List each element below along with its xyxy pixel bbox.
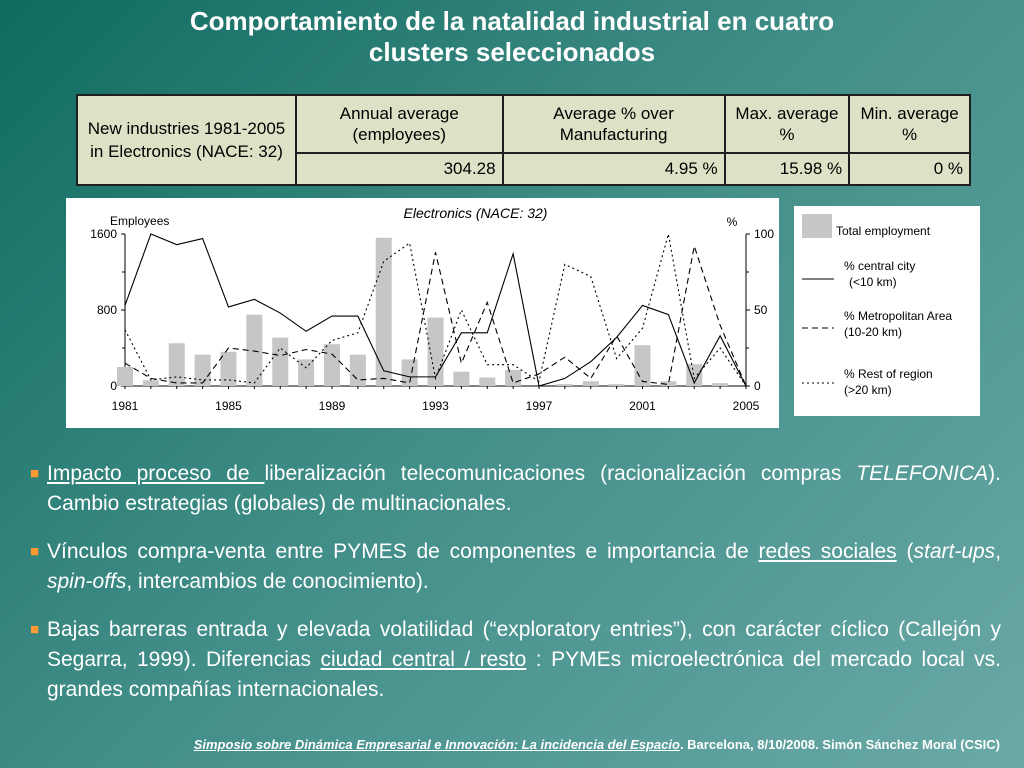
legend-label-2: (>20 km) — [844, 383, 892, 397]
employment-bar — [298, 359, 314, 386]
employment-bar — [583, 381, 599, 386]
title-line-1: Comportamiento de la natalidad industrial en cuatro — [189, 6, 835, 36]
footer-reference: Simposio sobre Dinámica Empresarial e Innovación: La incidencia del Espacio — [193, 737, 680, 752]
employment-bar — [350, 355, 366, 386]
x-tick-label: 1989 — [318, 399, 346, 413]
y-left-tick-label: 0 — [110, 379, 117, 393]
slide-title — [0, 6, 1024, 68]
y-right-tick-label: 50 — [754, 303, 768, 317]
bullet-2-underline: redes sociales — [758, 540, 897, 563]
bullet-3-text-1: Bajas barreras entrada y elevada volatilidad (“exploratory entries”), con carácter cíclico (Callejón y Segarra, 1999). Diferencias — [47, 618, 1001, 671]
bullet-1-text-2: ). Cambio estrategias (globales) de multinacionales. — [47, 462, 1001, 515]
bullet-3-text-2: : PYMEs microelectrónica del mercado local vs. grandes compañías internacionales. — [47, 648, 1002, 701]
electronics-chart — [66, 198, 779, 428]
bullet-list — [30, 459, 1001, 723]
legend-label-2: (<10 km) — [849, 275, 897, 289]
bullet-1-underline: Impacto proceso de — [47, 462, 265, 485]
bullet-marker-icon: ■ — [30, 465, 40, 482]
employment-bar — [376, 238, 392, 386]
table-cell-max: 15.98 % — [725, 153, 850, 185]
y-left-tick-label: 800 — [96, 303, 117, 317]
legend-label: Total employment — [836, 224, 931, 238]
x-tick-label: 1993 — [422, 399, 449, 413]
y-right-tick-label: 0 — [754, 379, 761, 393]
footer-text: . Barcelona, 8/10/2008. Simón Sánchez Moral (CSIC) — [679, 737, 1000, 752]
bullet-2-text-4: , intercambios de conocimiento). — [126, 570, 429, 593]
table-cell-annual: 304.28 — [296, 153, 503, 185]
bullet-3-underline: ciudad central / resto — [320, 648, 527, 671]
legend-label-2: (10-20 km) — [844, 325, 903, 339]
employment-bar — [712, 383, 728, 386]
employment-bar — [505, 370, 521, 386]
table-cell-avg-pct: 4.95 % — [503, 153, 725, 185]
bullet-2-text-2: ( — [896, 540, 914, 563]
bullet-marker-icon: ■ — [30, 621, 40, 638]
chart-title: Electronics (NACE: 32) — [403, 205, 548, 221]
footer — [0, 737, 1000, 752]
table-header-annual: Annual average (employees) — [296, 95, 503, 153]
x-tick-label: 1985 — [215, 399, 242, 413]
legend-svg — [794, 206, 980, 416]
employment-bar — [557, 384, 573, 386]
legend-label: % Metropolitan Area — [844, 309, 953, 323]
employment-bar — [169, 343, 185, 386]
table-header-avg-pct: Average % over Manufacturing — [503, 95, 725, 153]
table-header-max: Max. average % — [725, 95, 850, 153]
employment-bar — [143, 380, 159, 386]
employment-bar — [324, 344, 340, 386]
employment-bar — [117, 367, 133, 386]
bullet-item-1 — [30, 459, 1001, 519]
x-tick-label: 1997 — [525, 399, 553, 413]
legend-swatch-bar — [802, 214, 832, 238]
employment-bar — [634, 345, 650, 386]
chart-legend — [794, 206, 980, 416]
employment-bar — [609, 384, 625, 386]
x-tick-label: 2005 — [732, 399, 760, 413]
employment-bar — [427, 318, 443, 386]
bullet-1-text-1: liberalización telecomunicaciones (racionalización compras — [264, 462, 857, 485]
bullet-1-italic: TELEFONICA — [856, 462, 989, 485]
employment-bar — [272, 338, 288, 386]
table-header-row — [77, 95, 970, 153]
employment-bar — [479, 377, 495, 386]
legend-label: % Rest of region — [844, 367, 933, 381]
table-cell-min: 0 % — [849, 153, 970, 185]
employment-bar — [246, 315, 262, 386]
y-left-tick-label: 1600 — [90, 227, 117, 241]
y-axis-right-label: % — [726, 215, 738, 229]
chart-area — [66, 198, 779, 428]
employment-bar — [195, 355, 211, 386]
table-header-min: Min. average % — [849, 95, 970, 153]
x-tick-label: 2001 — [629, 399, 656, 413]
bullet-marker-icon: ■ — [30, 543, 40, 560]
bullet-item-3 — [30, 615, 1001, 705]
x-tick-label: 1981 — [111, 399, 139, 413]
stats-table — [76, 94, 971, 186]
y-right-tick-label: 100 — [754, 227, 775, 241]
bullet-2-text-1: Vínculos compra-venta entre PYMES de componentes e importancia de — [47, 540, 759, 563]
table-row-header: New industries 1981-2005 in Electronics (NACE: 32) — [77, 95, 296, 185]
bullet-2-italic-2: spin-offs — [47, 570, 127, 593]
bullet-2-text-3: , — [995, 540, 1002, 563]
y-axis-left-label: Employees — [110, 214, 170, 228]
bullet-item-2 — [30, 537, 1001, 597]
employment-bar — [453, 372, 469, 386]
title-line-2: clusters seleccionados — [368, 37, 656, 67]
legend-label: % central city — [844, 259, 916, 273]
bullet-2-italic-1: start-ups — [913, 540, 996, 563]
